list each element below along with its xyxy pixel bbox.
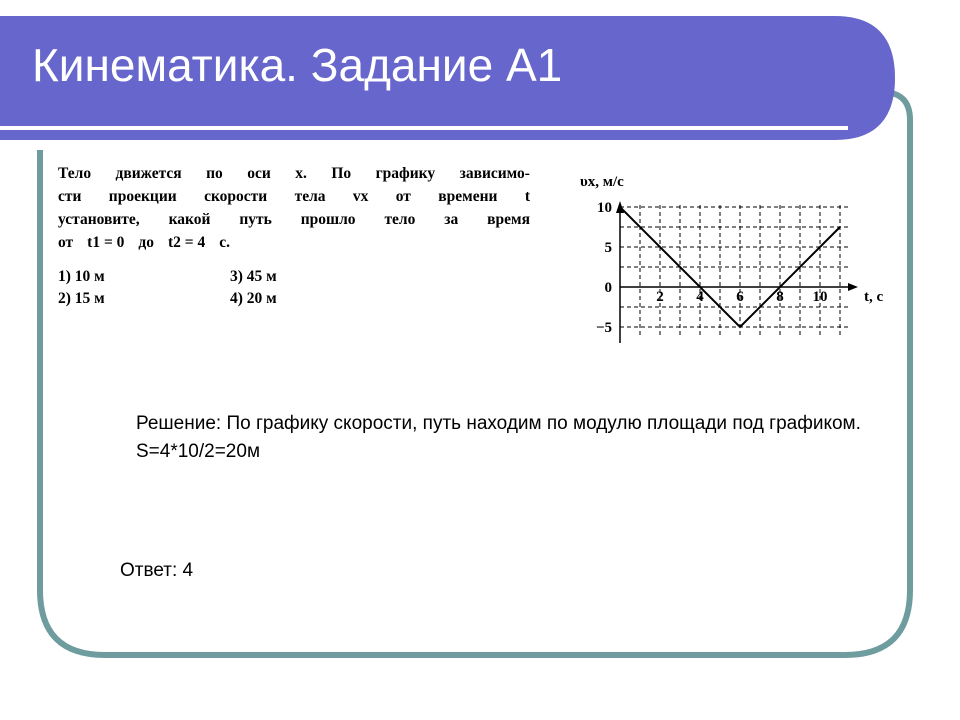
solution-text: Решение: По графику скорости, путь находим по модулю площади под графиком. S=4*10/2=20м <box>136 413 861 462</box>
chart-grid <box>620 203 850 335</box>
y-tick-label: −5 <box>595 320 612 336</box>
y-tick-label: 10 <box>597 200 612 216</box>
task-word: оси <box>247 165 271 182</box>
x-tick-label: 10 <box>812 289 828 305</box>
task-word: за <box>444 211 459 228</box>
chart-axes <box>616 201 858 343</box>
task-line <box>58 208 530 231</box>
task-line <box>58 185 530 208</box>
x-tick-label: 2 <box>656 289 664 305</box>
y-tick-label: 5 <box>604 240 612 256</box>
task-word: путь <box>239 211 272 228</box>
task-word: время <box>487 211 530 228</box>
task-word: t1 = 0 <box>87 234 125 251</box>
task-word: прошло <box>300 211 356 228</box>
task-word: движется <box>115 165 182 182</box>
task-word: по <box>206 165 223 182</box>
header-underline <box>0 126 848 130</box>
task-word: установите, <box>58 211 140 228</box>
task-word: проекции <box>108 188 177 205</box>
task-word: тело <box>384 211 416 228</box>
option-row <box>58 288 277 310</box>
option-right: 3) 45 м <box>230 268 277 285</box>
x-axis-label: t, с <box>864 289 884 305</box>
task-word: с. <box>219 234 231 251</box>
task-word: t <box>524 188 530 205</box>
option-left: 2) 15 м <box>58 290 105 307</box>
chart-tick-labels <box>596 200 828 336</box>
task-word: x. <box>295 165 307 182</box>
task-word: t2 = 4 <box>168 234 206 251</box>
origin-label: 0 <box>604 280 612 296</box>
task-word: времени <box>438 188 498 205</box>
option-right: 4) 20 м <box>230 290 277 307</box>
task-word: сти <box>58 188 82 205</box>
task-word: vx <box>352 188 369 205</box>
answer-options <box>58 266 277 310</box>
velocity-chart <box>550 160 884 350</box>
x-tick-label: 4 <box>696 289 704 305</box>
task-word: По <box>331 165 352 182</box>
task-word: тела <box>294 188 326 205</box>
x-tick-label: 8 <box>776 289 784 305</box>
task-word: какой <box>168 211 211 228</box>
task-line <box>58 231 530 254</box>
x-tick-label: 6 <box>736 289 744 305</box>
task-word: скорости <box>204 188 268 205</box>
option-left: 1) 10 м <box>58 268 105 285</box>
task-word: от <box>58 234 74 251</box>
task-text <box>58 162 530 254</box>
task-word: Тело <box>58 165 92 182</box>
y-axis-label: υx, м/с <box>580 174 624 190</box>
x-axis-arrow <box>848 283 858 291</box>
slide-title: Кинематика. Задание А1 <box>32 39 563 91</box>
task-word: до <box>138 234 155 251</box>
task-word: графику <box>375 165 436 182</box>
task-word: зависимо- <box>459 165 530 182</box>
velocity-series-line <box>620 207 840 327</box>
task-line <box>58 162 530 185</box>
option-row <box>58 266 277 288</box>
answer-text: Ответ: 4 <box>120 560 194 581</box>
task-word: от <box>395 188 411 205</box>
